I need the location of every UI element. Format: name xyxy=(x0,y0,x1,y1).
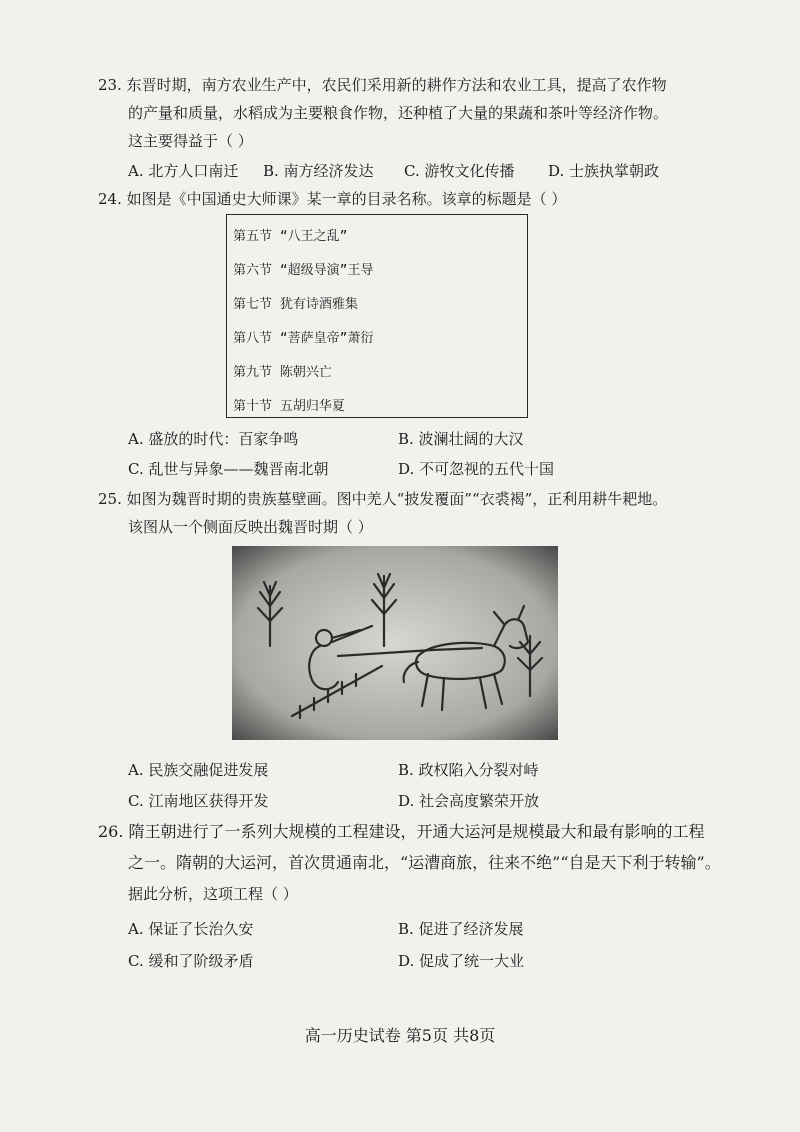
q25-line2: 该图从一个侧面反映出魏晋时期（ ） xyxy=(128,518,373,536)
mural-drawing xyxy=(232,546,558,740)
q25-line1: 25. 如图为魏晋时期的贵族墓壁画。图中羌人“披发覆面”“衣裘褐”，正利用耕牛耙地。 xyxy=(98,490,668,508)
page-footer: 高一历史试卷 第5页 共8页 xyxy=(304,1026,496,1045)
q26-option-d[interactable]: D. 促成了统一大业 xyxy=(398,952,525,970)
q23-line1: 23. 东晋时期，南方农业生产中，农民们采用新的耕作方法和农业工具，提高了农作物 xyxy=(98,76,667,94)
q24-option-d[interactable]: D. 不可忽视的五代十国 xyxy=(398,460,555,478)
q25-option-c[interactable]: C. 江南地区获得开发 xyxy=(128,792,269,810)
q23-line3: 这主要得益于（ ） xyxy=(128,132,253,150)
q26-line3: 据此分析，这项工程（ ） xyxy=(128,885,298,903)
q24-option-c[interactable]: C. 乱世与异象——魏晋南北朝 xyxy=(128,460,329,478)
table-of-contents-box xyxy=(226,214,528,418)
q26-option-b[interactable]: B. 促进了经济发展 xyxy=(398,920,524,938)
q26-line1: 26. 隋王朝进行了一系列大规模的工程建设，开通大运河是规模最大和最有影响的工程 xyxy=(98,822,705,841)
q24-option-a[interactable]: A. 盛放的时代：百家争鸣 xyxy=(128,430,299,448)
toc-item: 第六节 “超级导演”王导 xyxy=(233,263,374,278)
toc-item: 第八节 “菩萨皇帝”萧衍 xyxy=(233,331,374,346)
toc-item: 第九节 陈朝兴亡 xyxy=(233,365,332,380)
q23-option-b[interactable]: B. 南方经济发达 xyxy=(263,162,374,180)
q26-option-a[interactable]: A. 保证了长治久安 xyxy=(128,920,254,938)
q23-option-d[interactable]: D. 士族执掌朝政 xyxy=(548,162,660,180)
q24-line1: 24. 如图是《中国通史大师课》某一章的目录名称。该章的标题是（ ） xyxy=(98,190,567,208)
toc-item: 第十节 五胡归华夏 xyxy=(233,399,345,414)
toc-item: 第五节 “八王之乱” xyxy=(233,229,348,244)
q26-line2: 之一。隋朝的大运河，首次贯通南北，“运漕商旅，往来不绝”“自是天下利于转输”。 xyxy=(128,853,721,872)
q25-option-d[interactable]: D. 社会高度繁荣开放 xyxy=(398,792,540,810)
q23-option-a[interactable]: A. 北方人口南迁 xyxy=(128,162,239,180)
q26-option-c[interactable]: C. 缓和了阶级矛盾 xyxy=(128,952,254,970)
toc-item: 第七节 犹有诗酒雅集 xyxy=(233,297,358,312)
q23-line2: 的产量和质量，水稻成为主要粮食作物，还种植了大量的果蔬和茶叶等经济作物。 xyxy=(128,104,669,122)
q24-option-b[interactable]: B. 波澜壮阔的大汉 xyxy=(398,430,524,448)
q23-option-c[interactable]: C. 游牧文化传播 xyxy=(404,162,515,180)
tomb-mural-image xyxy=(232,546,558,740)
q25-option-b[interactable]: B. 政权陷入分裂对峙 xyxy=(398,761,539,779)
q25-option-a[interactable]: A. 民族交融促进发展 xyxy=(128,761,269,779)
